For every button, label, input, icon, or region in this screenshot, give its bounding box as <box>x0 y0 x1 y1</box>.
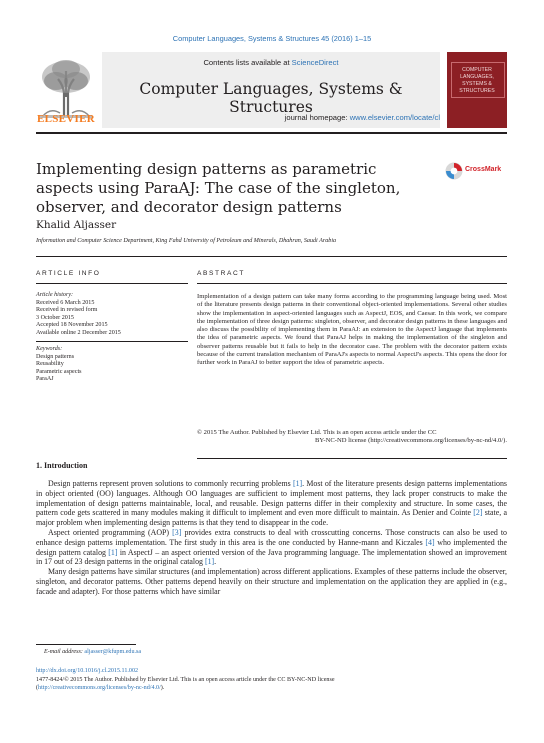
license-suffix: ). <box>503 437 507 444</box>
cover-title-text: COMPUTER LANGUAGES, SYSTEMS & STRUCTURES <box>459 67 495 94</box>
paragraph: Many design patterns have similar structures (and implementation) across different applications. Examples of these patterns include the observer, singleton, and decorator patterns. Other patterns depend heavily on their structure and implementation on the application they are applied in (e.g., facade and adapter). For those patterns which have similar <box>36 567 507 596</box>
citation-link[interactable]: [2] <box>473 508 483 518</box>
homepage-label: journal homepage: <box>284 113 350 122</box>
article-history <box>36 292 188 338</box>
history-accepted: Accepted 18 November 2015 <box>36 322 108 329</box>
homepage-link[interactable]: www.elsevier.com/locate/cl <box>349 113 440 122</box>
keywords-block <box>36 346 188 384</box>
text-run: who implemented the design pattern catalog <box>36 537 507 557</box>
introduction-body <box>36 479 507 597</box>
author-name: Khalid Aljasser <box>36 219 117 231</box>
paragraph <box>36 528 507 567</box>
keyword: Parametric aspects <box>36 368 82 375</box>
footer-license-link[interactable]: http://creativecommons.org/licenses/by-nc-nd/4.0/ <box>38 684 161 691</box>
footnote-rule <box>36 644 136 645</box>
abstract-license <box>197 437 507 445</box>
email-link[interactable]: aljasser@kfupm.edu.sa <box>84 649 142 655</box>
contents-prefix: Contents lists available at <box>203 58 292 67</box>
running-header: Computer Languages, Systems & Structures 45 (2016) 1–15 <box>172 34 372 43</box>
keyword: Reusability <box>36 361 64 368</box>
article-info-divider <box>36 341 188 342</box>
issn-copyright <box>36 677 507 692</box>
contents-line <box>102 58 440 67</box>
license-prefix: BY-NC-ND license ( <box>315 437 371 444</box>
issn-line: 1477-8424/© 2015 The Author. Published by Elsevier Ltd. This is an open access article under the CC BY-NC-ND license <box>36 677 335 683</box>
text-run: ( <box>36 684 39 691</box>
citation-link[interactable]: [1] <box>108 547 118 557</box>
abstract-rule <box>197 283 507 284</box>
text-run: . Most of the literature presents design patterns implementations in object oriented (OO) languages. Although OO languages are sufficient to implement most patterns, they lack proper constructs to make the implementation of design patterns maintainable, local, and reusable. Design patterns differ in their complexity and structure. In some cases, the pattern code gets scattered in many modules making it difficult to implement and even more difficult to maintain. As Denier and Cointe <box>36 479 507 518</box>
keyword: ParaAJ <box>36 376 54 383</box>
history-label: Article history: <box>36 292 74 298</box>
license-link[interactable]: http://creativecommons.org/licenses/by-nc-nd/4.0/ <box>370 437 504 444</box>
title-block-rule <box>36 256 507 257</box>
crossmark-badge[interactable] <box>445 162 507 180</box>
doi-link[interactable]: http://dx.doi.org/10.1016/j.cl.2015.11.002 <box>36 668 139 674</box>
citation-link[interactable]: [1] <box>292 479 303 488</box>
abstract-bottom-rule <box>197 458 507 459</box>
author-affiliation: Information and Computer Science Department, King Fahd University of Petroleum and Minerals, Dhahran, Saudi Arabia <box>36 238 337 244</box>
abstract-heading: ABSTRACT <box>197 270 245 277</box>
citation-link[interactable]: [1] <box>204 557 215 567</box>
text-run: Aspect oriented programming (AOP) <box>48 527 173 537</box>
copyright-line-1: © 2015 The Author. Published by Elsevier Ltd. This is an open access article under the CC <box>197 429 437 436</box>
history-revised-date: 3 October 2015 <box>36 314 74 321</box>
history-received: Received 6 March 2015 <box>36 299 95 306</box>
text-run: provides extra constructs to deal with crosscutting concerns. Those constructs can also be used to enhance design patterns implementation. The first study in this area is the one conducted by Hanne-mann and Kiczales <box>36 527 507 547</box>
text-run: Design patterns represent proven solutions to commonly recurring problems <box>48 479 293 488</box>
author-email <box>44 649 504 657</box>
text-run: ). <box>160 684 165 691</box>
article-info-heading: ARTICLE INFO <box>36 270 101 277</box>
crossmark-label: CrossMark <box>465 166 502 173</box>
crossmark-icon <box>445 162 463 180</box>
journal-title: Computer Languages, Systems & Structures <box>139 80 403 116</box>
paragraph <box>36 479 507 528</box>
article-info-rule <box>36 283 188 284</box>
article-title: Implementing design patterns as parametric aspects using ParaAJ: The case of the singleton, observer, and decorator design patterns <box>36 160 401 216</box>
history-revised-label: Received in revised form <box>36 307 98 314</box>
sciencedirect-link[interactable]: ScienceDirect <box>291 58 339 67</box>
elsevier-wordmark: ELSEVIER <box>36 113 96 125</box>
abstract-text: Implementation of a design pattern can take many forms according to the programming language being used. Most of the literature presents design patterns in their conventional object-oriented implementations. Several other studies show the implementation in aspect-oriented languages such as AspectJ, EOS, and Caesar. In this work, we compare the implementation of three design patterns: singleton, observer, and decorator design patterns in these languages and also discuss the possibility of implementing them in ParaAJ: an extension to the AspectJ language that implements the idea of parametric aspects. We found that ParaAJ helps in making the implementation of the singleton and observer patterns reusable but it fails to help in the decorator case. The problem with the decorator pattern exists because of the current translation mechanism of ParaAJ's aspects to normal AspectJ's aspects. This opens the door for further work in ParaAJ to better support the idea of parametric aspects. <box>197 293 507 367</box>
header-rule <box>36 132 507 134</box>
keywords-label: Keywords: <box>36 346 63 352</box>
text-run: state, a major problem when implementing design patterns is that they tend to disappear in the code. <box>36 508 507 528</box>
citation-link[interactable]: [3] <box>172 527 182 537</box>
journal-homepage <box>102 113 440 122</box>
footer-license <box>36 685 507 693</box>
section-heading-introduction: 1. Introduction <box>36 461 88 470</box>
text-run: in AspectJ – an aspect oriented version of the Java programming language. The implementation showed an improvement in 17 out of 23 design patterns in the original catalog <box>36 547 507 567</box>
text-run: . <box>214 557 217 567</box>
history-online: Available online 2 December 2015 <box>36 329 121 336</box>
email-label: E-mail address: <box>44 649 85 655</box>
keyword: Design patterns <box>36 353 75 360</box>
citation-link[interactable]: [4] <box>425 537 435 547</box>
